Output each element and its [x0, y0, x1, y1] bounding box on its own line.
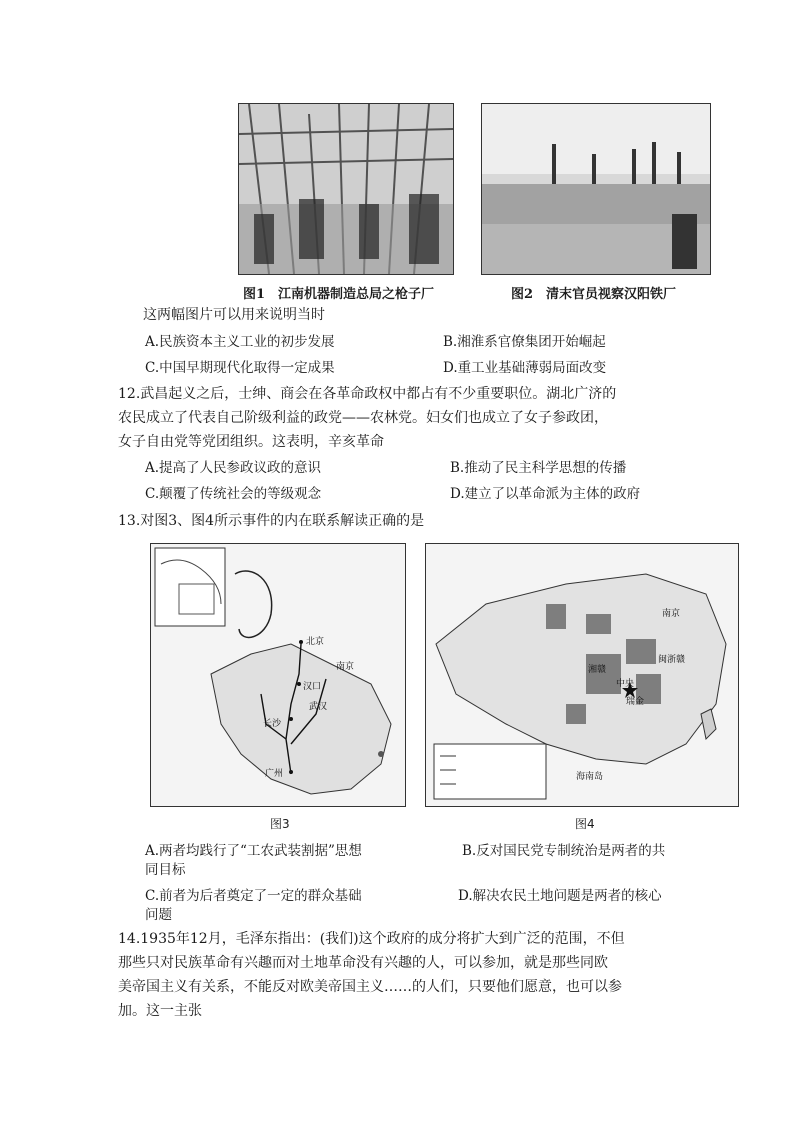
factory-interior-photo — [239, 104, 453, 274]
map4-label-xianggan: 湘赣 — [588, 665, 607, 675]
q14-line-3: 美帝国主义有关系，不能反对欧美帝国主义……的人们，只要他们愿意，也可以参 — [118, 979, 622, 995]
q12-line-1: 12.武昌起义之后，士绅、商会在各革命政权中都占有不少重要职位。湖北广济的 — [118, 386, 617, 402]
map3-label-changsha: 长沙 — [263, 719, 282, 729]
q13-option-d-line1: D.解决农民土地问题是两者的核心 — [458, 888, 662, 904]
map3-label-guangzhou: 广州 — [265, 769, 284, 779]
q13-option-c-line1: C.前者为后者奠定了一定的群众基础 — [145, 888, 362, 904]
map3-label-nanjing: 南京 — [336, 662, 355, 672]
q14-line-4: 加。这一主张 — [118, 1003, 202, 1019]
figure-1-photo — [238, 103, 454, 275]
map4-label-ruijin: 瑞金 — [626, 697, 645, 707]
map3-label-hankou: 汉口 — [303, 682, 322, 692]
ironworks-photo — [482, 104, 710, 274]
q12-option-a: A.提高了人民参政议政的意识 — [145, 460, 322, 476]
q13-option-c-line2: 问题 — [145, 907, 172, 923]
figure-4-map — [425, 543, 739, 807]
figure-3-caption: 图3 — [270, 817, 290, 831]
q12-option-b: B.推动了民主科学思想的传播 — [450, 460, 627, 476]
q14-line-1: 14.1935年12月，毛泽东指出：(我们)这个政府的成分将扩大到广泛的范围，不但 — [118, 931, 625, 947]
q12-line-3: 女子自由党等党团组织。这表明，辛亥革命 — [118, 434, 384, 450]
figure-2-caption: 图2 清末官员视察汉阳铁厂 — [511, 287, 677, 302]
q11-option-c: C.中国早期现代化取得一定成果 — [145, 360, 335, 376]
map4-label-zhongyang: 中央 — [616, 679, 635, 689]
map3-label-beijing: 北京 — [306, 637, 325, 647]
figure-1-caption: 图1 江南机器制造总局之枪子厂 — [243, 287, 435, 302]
q11-option-a: A.民族资本主义工业的初步发展 — [145, 334, 335, 350]
q12-line-2: 农民成立了代表自己阶级利益的政党——农林党。妇女们也成立了女子参政团， — [118, 410, 608, 426]
revolutionary-base-map — [426, 544, 738, 806]
q13-option-a-line1: A.两者均践行了“工农武装割据”思想 — [145, 843, 362, 859]
q12-option-c: C.颠覆了传统社会的等级观念 — [145, 486, 322, 502]
q14-line-2: 那些只对民族革命有兴趣而对土地革命没有兴趣的人，可以参加，就是那些同欧 — [118, 955, 608, 971]
map4-label-nanjing: 南京 — [662, 609, 681, 619]
figure-4-caption: 图4 — [575, 817, 595, 831]
q13-option-b-line1: B.反对国民党专制统治是两者的共 — [462, 843, 666, 859]
map3-label-wuhan: 武汉 — [309, 702, 328, 712]
q11-option-b: B.湘淮系官僚集团开始崛起 — [443, 334, 606, 350]
map4-label-hainan: 海南岛 — [576, 772, 604, 782]
figure-2-photo — [481, 103, 711, 275]
q12-option-d: D.建立了以革命派为主体的政府 — [450, 486, 641, 502]
q13-option-a-line2: 同目标 — [145, 862, 186, 878]
figure-3-map — [150, 543, 406, 807]
q11-option-d: D.重工业基础薄弱局面改变 — [443, 360, 607, 376]
q11-stem: 这两幅图片可以用来说明当时 — [143, 307, 325, 323]
map4-label-minzhegan: 闽浙赣 — [658, 655, 686, 665]
q13-stem: 13.对图3、图4所示事件的内在联系解读正确的是 — [118, 513, 425, 529]
